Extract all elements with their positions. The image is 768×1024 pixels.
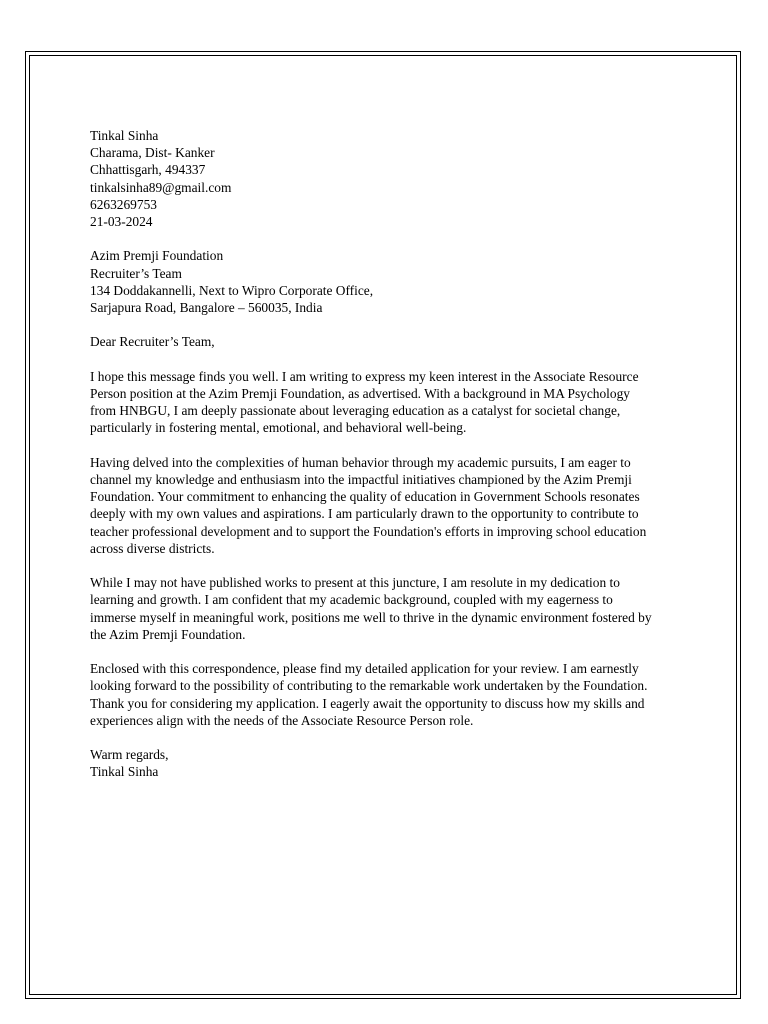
paragraph-line: Thank you for considering my application. I eagerly await the opportunity to discuss how my skills and	[90, 695, 645, 711]
sender-address-line1: Charama, Dist- Kanker	[90, 145, 215, 161]
recipient-address-line2: Sarjapura Road, Bangalore – 560035, India	[90, 300, 323, 316]
sender-name: Tinkal Sinha	[90, 128, 159, 143]
paragraph-line: Foundation. Your commitment to enhancing the quality of education in Government Schools resonates	[90, 489, 640, 505]
paragraph-line: I hope this message finds you well. I am writing to express my keen interest in the Associate Resource	[90, 368, 639, 384]
paragraph-line: immerse myself in meaningful work, positions me well to thrive in the dynamic environment fostered by	[90, 609, 652, 625]
sender-email: tinkalsinha89@gmail.com	[90, 179, 232, 195]
paragraph-line: the Azim Premji Foundation.	[90, 626, 246, 642]
paragraph-line: particularly in fostering mental, emotional, and behavioral well-being.	[90, 420, 467, 436]
body-paragraph-3	[90, 574, 680, 643]
salutation-text: Dear Recruiter’s Team,	[90, 334, 215, 350]
paragraph-line: deeply with my own values and aspirations. I am particularly drawn to the opportunity to contribute to	[90, 506, 639, 522]
body-paragraph-2	[90, 454, 680, 557]
paragraph-line: from HNBGU, I am deeply passionate about leveraging education as a catalyst for societal change,	[90, 403, 621, 419]
sender-phone: 6263269753	[90, 196, 157, 212]
sender-block	[90, 127, 680, 230]
paragraph-line: Having delved into the complexities of human behavior through my academic pursuits, I am eager to	[90, 454, 631, 470]
paragraph-line: channel my knowledge and enthusiasm into the impactful initiatives championed by the Azim Premji	[90, 472, 632, 487]
paragraph-line: experiences align with the needs of the Associate Resource Person role.	[90, 712, 474, 728]
paragraph-line: learning and growth. I am confident that my academic background, coupled with my eagerness to	[90, 592, 613, 608]
body-paragraph-4	[90, 660, 680, 729]
paragraph-line: across diverse districts.	[90, 540, 215, 556]
body-paragraph-1	[90, 368, 680, 437]
recipient-organization: Azim Premji Foundation	[90, 248, 224, 264]
paragraph-line: teacher professional development and to support the Foundation's efforts in improving school education	[90, 523, 647, 539]
paragraph-line: While I may not have published works to present at this juncture, I am resolute in my dedication to	[90, 575, 620, 591]
closing-block	[90, 746, 680, 780]
salutation	[90, 333, 680, 350]
signature-name: Tinkal Sinha	[90, 764, 159, 780]
paragraph-line: looking forward to the possibility of contributing to the remarkable work undertaken by the Foundation.	[90, 678, 648, 694]
letter-date: 21-03-2024	[90, 214, 153, 230]
paragraph-line: Enclosed with this correspondence, please find my detailed application for your review. I am earnestly	[90, 661, 639, 677]
cover-letter	[90, 127, 680, 798]
recipient-block	[90, 247, 680, 316]
sender-address-line2: Chhattisgarh, 494337	[90, 162, 206, 178]
recipient-team: Recruiter’s Team	[90, 265, 182, 281]
paragraph-line: Person position at the Azim Premji Foundation, as advertised. With a background in MA Psychology	[90, 386, 630, 401]
valediction: Warm regards,	[90, 747, 169, 763]
recipient-address-line1: 134 Doddakannelli, Next to Wipro Corporate Office,	[90, 282, 374, 298]
